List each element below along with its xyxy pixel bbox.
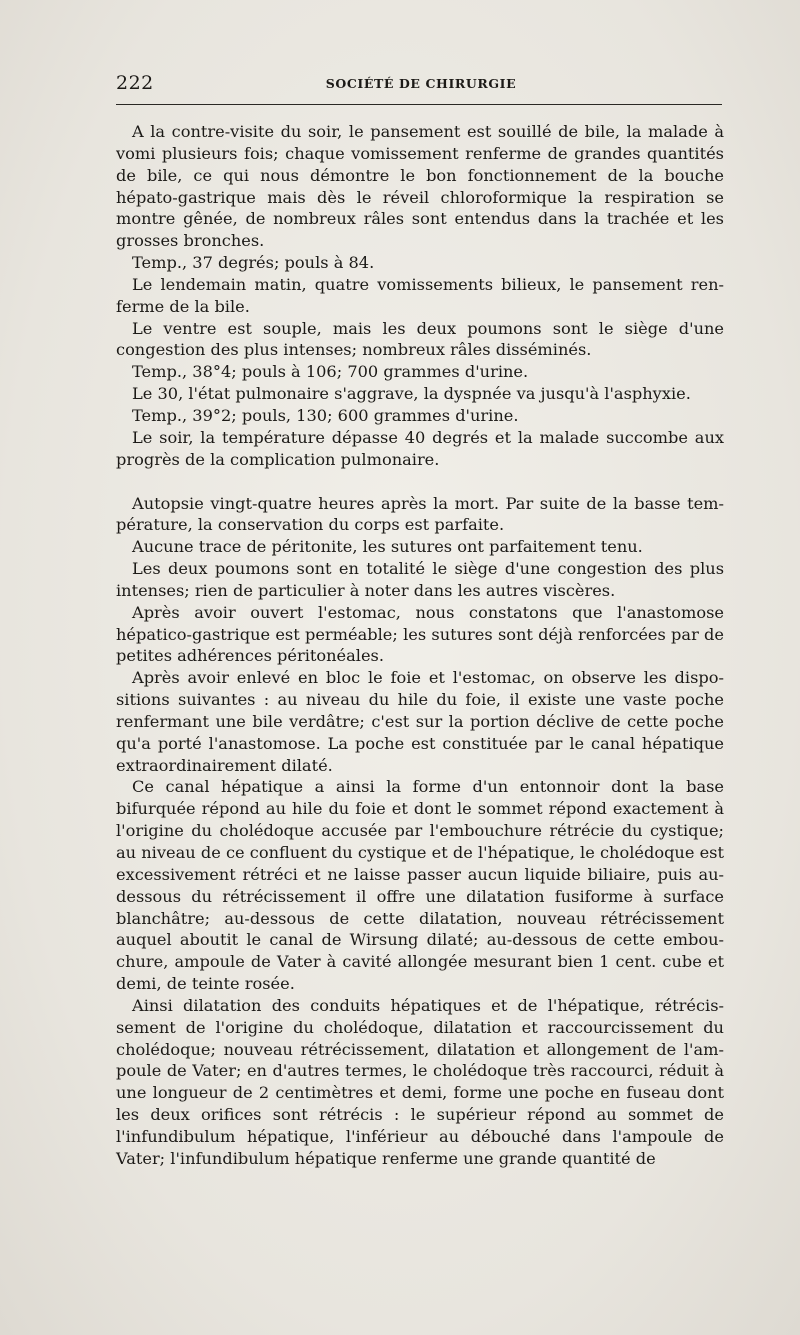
- paragraph: Autopsie vingt-quatre heures après la mort. Par suite de la basse température, la conservation du corps est parfaite.: [116, 493, 724, 535]
- paragraph: Le ventre est souple, mais les deux poumons sont le siège d'une congestion des plus intenses; nombreux râles disséminés.: [116, 318, 724, 360]
- page-header: [116, 72, 726, 98]
- paragraph: Ainsi dilatation des conduits hépatiques et de l'hépatique, rétrécissement de l'origine du cholédoque, dilatation et raccourcissement du cholédoque; nouveau rétrécissement, dilatation et allongement de l'ampoule de Vater; en d'autres termes, le cholédoque très raccourci, réduit à une longueur de 2 centimètres et demi, forme une poche en fuseau dont les deux orifices sont rétrécis : le supérieur répond au sommet de l'infundibulum hépatique, l'inférieur au débouché dans l'ampoule de Vater; l'infundibulum hépatique renferme une grande quantité de: [116, 995, 724, 1168]
- paragraph: Les deux poumons sont en totalité le siège d'une congestion des plus intenses; rien de particulier à noter dans les autres viscères.: [116, 559, 724, 600]
- paragraph: Ce canal hépatique a ainsi la forme d'un entonnoir dont la base bifurquée répond au hile du foie et dont le sommet répond exactement à l'origine du cholédoque accusée par l'embouchure rétrécie du cystique; au niveau de ce confluent du cystique et de l'hépatique, le cholédoque est excessivement rétréci et ne laisse passer aucun liquide biliaire, puis au-dessous du rétrécissement il offre une dilatation fusiforme à surface blanchâtre; au-dessous de cette dilatation, nouveau rétrécissement auquel aboutit le canal de Wirsung dilaté; au-dessous de cette embouchure, ampoule de Vater à cavité allongée mesurant bien 1 cent. cube et demi, de teinte rosée.: [116, 777, 724, 994]
- paragraph: Temp., 37 degrés; pouls à 84.: [132, 253, 375, 273]
- paragraph: Le 30, l'état pulmonaire s'aggrave, la dyspnée va jusqu'à l'asphyxie.: [132, 384, 691, 404]
- body-text: [116, 121, 724, 1170]
- section-gap: [116, 471, 724, 493]
- paragraph: Après avoir ouvert l'estomac, nous constatons que l'anastomose hépatico-gastrique est perméable; les sutures sont déjà renforcées par de petites adhérences péritonéales.: [116, 602, 724, 666]
- paragraph: Temp., 38°4; pouls à 106; 700 grammes d'urine.: [132, 362, 529, 382]
- header-rule: [116, 104, 722, 105]
- running-title: SOCIÉTÉ DE CHIRURGIE: [325, 76, 517, 91]
- paragraph: Temp., 39°2; pouls, 130; 600 grammes d'urine.: [132, 405, 519, 425]
- paragraph: Le lendemain matin, quatre vomissements bilieux, le pansement renferme de la bile.: [116, 274, 724, 316]
- paragraph: Après avoir enlevé en bloc le foie et l'estomac, on observe les dispositions suivantes : au niveau du hile du foie, il existe une vaste poche renfermant une bile verdâtre; c'est sur la portion déclive de cette poche qu'a porté l'anastomose. La poche est constituée par le canal hépatique extraordinairement dilaté.: [116, 668, 724, 775]
- page-number: 222: [116, 72, 154, 94]
- paragraph: Le soir, la température dépasse 40 degrés et la malade succombe aux progrès de la complication pulmonaire.: [116, 427, 724, 469]
- paragraph: Aucune trace de péritonite, les sutures ont parfaitement tenu.: [132, 537, 643, 557]
- paragraph: A la contre-visite du soir, le pansement est souillé de bile, la malade à vomi plusieurs fois; chaque vomissement renferme de grandes quantités de bile, ce qui nous démontre le bon fonctionnement de la bouche hépato-gastrique mais dès le réveil chloroformique la respiration se montre gênée, de nombreux râles sont entendus dans la trachée et les grosses bronches.: [116, 122, 724, 251]
